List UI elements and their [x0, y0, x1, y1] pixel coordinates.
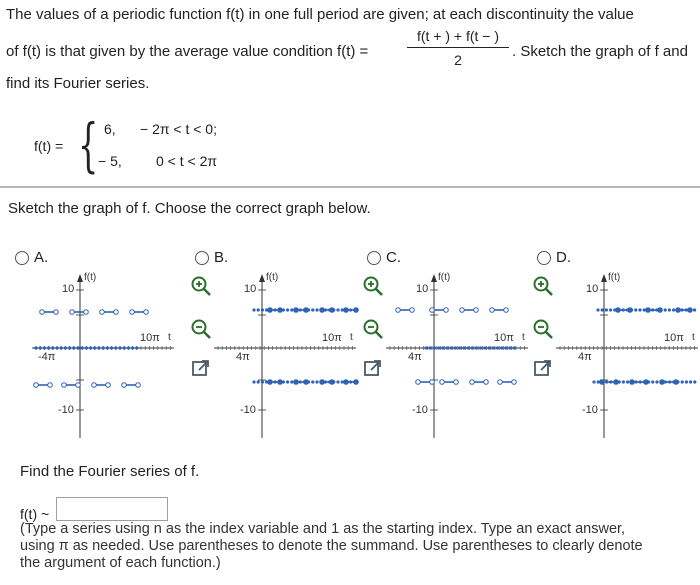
answer-option-d[interactable] [532, 245, 700, 450]
zoom-in-icon[interactable] [362, 275, 384, 297]
fraction-numerator: f(t + ) + f(t − ) [416, 28, 500, 44]
case1-value: 6, [104, 121, 116, 137]
x-tick-left: 4π [236, 351, 250, 363]
fraction-denominator: 2 [454, 52, 462, 68]
y-tick-minus-10: -10 [58, 404, 74, 416]
x-tick-left: 4π [578, 351, 592, 363]
problem-line-2a: of f(t) is that given by the average value condition f(t) = [6, 43, 369, 60]
x-tick-right: 10π [322, 332, 342, 344]
answer-option-b[interactable] [190, 245, 358, 450]
x-tick-right: 10π [140, 332, 160, 344]
y-tick-10: 10 [62, 283, 75, 295]
y-tick-10: 10 [586, 283, 599, 295]
y-tick-10: 10 [244, 283, 257, 295]
zoom-out-icon[interactable] [362, 318, 384, 340]
sketch-prompt: Sketch the graph of f. Choose the correct graph below. [8, 200, 371, 217]
axis-label-t: t [350, 332, 353, 343]
option-graph [382, 270, 532, 445]
answer-prefix: f(t) ~ [20, 506, 50, 522]
fourier-series-input[interactable] [56, 497, 168, 521]
axis-label-ft: f(t) [608, 272, 621, 283]
axis-label-ft: f(t) [84, 272, 97, 283]
fourier-prompt: Find the Fourier series of f. [20, 463, 200, 480]
option-graph [552, 270, 700, 445]
case1-condition: − 2π < t < 0; [140, 121, 217, 137]
option-letter: D. [556, 249, 571, 266]
axis-label-t: t [692, 332, 695, 343]
option-radio[interactable] [15, 251, 29, 265]
x-tick-right: 10π [664, 332, 684, 344]
option-radio[interactable] [195, 251, 209, 265]
option-radio[interactable] [367, 251, 381, 265]
x-tick-right: 10π [494, 332, 514, 344]
option-letter: C. [386, 249, 401, 266]
open-new-window-icon[interactable] [362, 357, 384, 379]
x-tick-left: -4π [38, 351, 56, 363]
answer-note-line-2: using π as needed. Use parentheses to denote the summand. Use parentheses to clearly denote [20, 538, 643, 554]
x-tick-left: 4π [408, 351, 422, 363]
answer-option-c[interactable] [362, 245, 530, 450]
section-divider [0, 186, 700, 188]
case2-value: − 5, [98, 153, 122, 169]
zoom-out-icon[interactable] [532, 318, 554, 340]
answer-note-line-1: (Type a series using n as the index variable and 1 as the starting index. Type an exact answer, [20, 521, 626, 537]
left-brace: { [78, 111, 99, 179]
answer-note-line-3: the argument of each function.) [20, 555, 221, 571]
problem-line-2b: . Sketch the graph of f and [512, 43, 688, 60]
option-radio[interactable] [537, 251, 551, 265]
axis-label-ft: f(t) [438, 272, 451, 283]
axis-label-t: t [522, 332, 525, 343]
open-new-window-icon[interactable] [190, 357, 212, 379]
fraction-bar [407, 47, 509, 48]
y-tick-minus-10: -10 [240, 404, 256, 416]
zoom-out-icon[interactable] [190, 318, 212, 340]
problem-line-1: The values of a periodic function f(t) in one full period are given; at each discontinuity the value [6, 6, 634, 23]
option-letter: B. [214, 249, 229, 266]
zoom-in-icon[interactable] [532, 275, 554, 297]
axis-label-t: t [168, 332, 171, 343]
y-tick-minus-10: -10 [412, 404, 428, 416]
case2-condition: 0 < t < 2π [156, 153, 218, 169]
option-graph [210, 270, 360, 445]
problem-line-3: find its Fourier series. [6, 75, 150, 92]
function-lhs: f(t) = [34, 138, 64, 154]
open-new-window-icon[interactable] [532, 357, 554, 379]
answer-option-a[interactable] [10, 245, 178, 450]
y-tick-10: 10 [416, 283, 429, 295]
axis-label-ft: f(t) [266, 272, 279, 283]
y-tick-minus-10: -10 [582, 404, 598, 416]
option-letter: A. [34, 249, 49, 266]
zoom-in-icon[interactable] [190, 275, 212, 297]
